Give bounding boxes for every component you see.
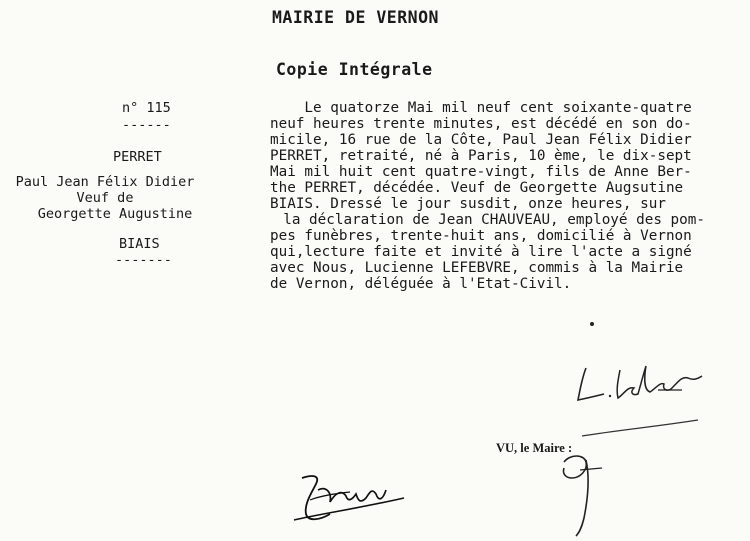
surname-margin: PERRET (113, 149, 162, 165)
dashes-separator-2: ------- (115, 252, 172, 268)
body-line: qui,lecture faite et invité à lire l'acte a signé (270, 244, 692, 260)
body-line: micile, 16 rue de la Côte, Paul Jean Félix Didier (270, 132, 692, 148)
ink-dot (590, 322, 594, 326)
maire-underline-icon (580, 418, 700, 438)
act-body (266, 100, 750, 300)
acte-number: n° 115 (122, 100, 171, 116)
body-line: avec Nous, Lucienne LEFEBVRE, commis à la Mairie (270, 260, 684, 276)
body-line: neuf heures trente minutes, est décédé en son do- (270, 116, 692, 132)
spouse-surname-margin: BIAIS (119, 236, 160, 252)
body-line: BIAIS. Dressé le jour susdit, onze heures, sur (270, 196, 666, 212)
veuf-de-margin: Veuf de (76, 190, 134, 206)
body-line: Mai mil huit cent quatre-vingt, fils de Anne Ber- (270, 164, 692, 180)
vu-le-maire-label: VU, le Maire : (496, 441, 573, 455)
copie-integrale-title: Copie Intégrale (276, 60, 433, 79)
given-names-margin: Paul Jean Félix Didier (15, 174, 195, 190)
body-line: the PERRET, décédée. Veuf de Georgette Augsutine (270, 180, 684, 196)
body-line: PERRET, retraité, né à Paris, 10 ème, le dix-sept (270, 148, 692, 164)
body-line: Le quatorze Mai mil neuf cent soixante-quatre (270, 100, 692, 116)
body-line: la déclaration de Jean CHAUVEAU, employé des pom- (266, 212, 705, 228)
mairie-title: MAIRIE DE VERNON (272, 8, 439, 27)
maire-signature-icon (550, 448, 610, 538)
declarant-signature-icon (290, 470, 410, 530)
dashes-separator: ------ (122, 117, 171, 133)
body-line: pes funèbres, trente-huit ans, domicilié à Vernon (270, 228, 692, 244)
spouse-margin: Georgette Augustine (37, 206, 193, 222)
body-line: de Vernon, déléguée à l'Etat-Civil. (270, 276, 572, 292)
officer-signature-icon (570, 360, 710, 410)
